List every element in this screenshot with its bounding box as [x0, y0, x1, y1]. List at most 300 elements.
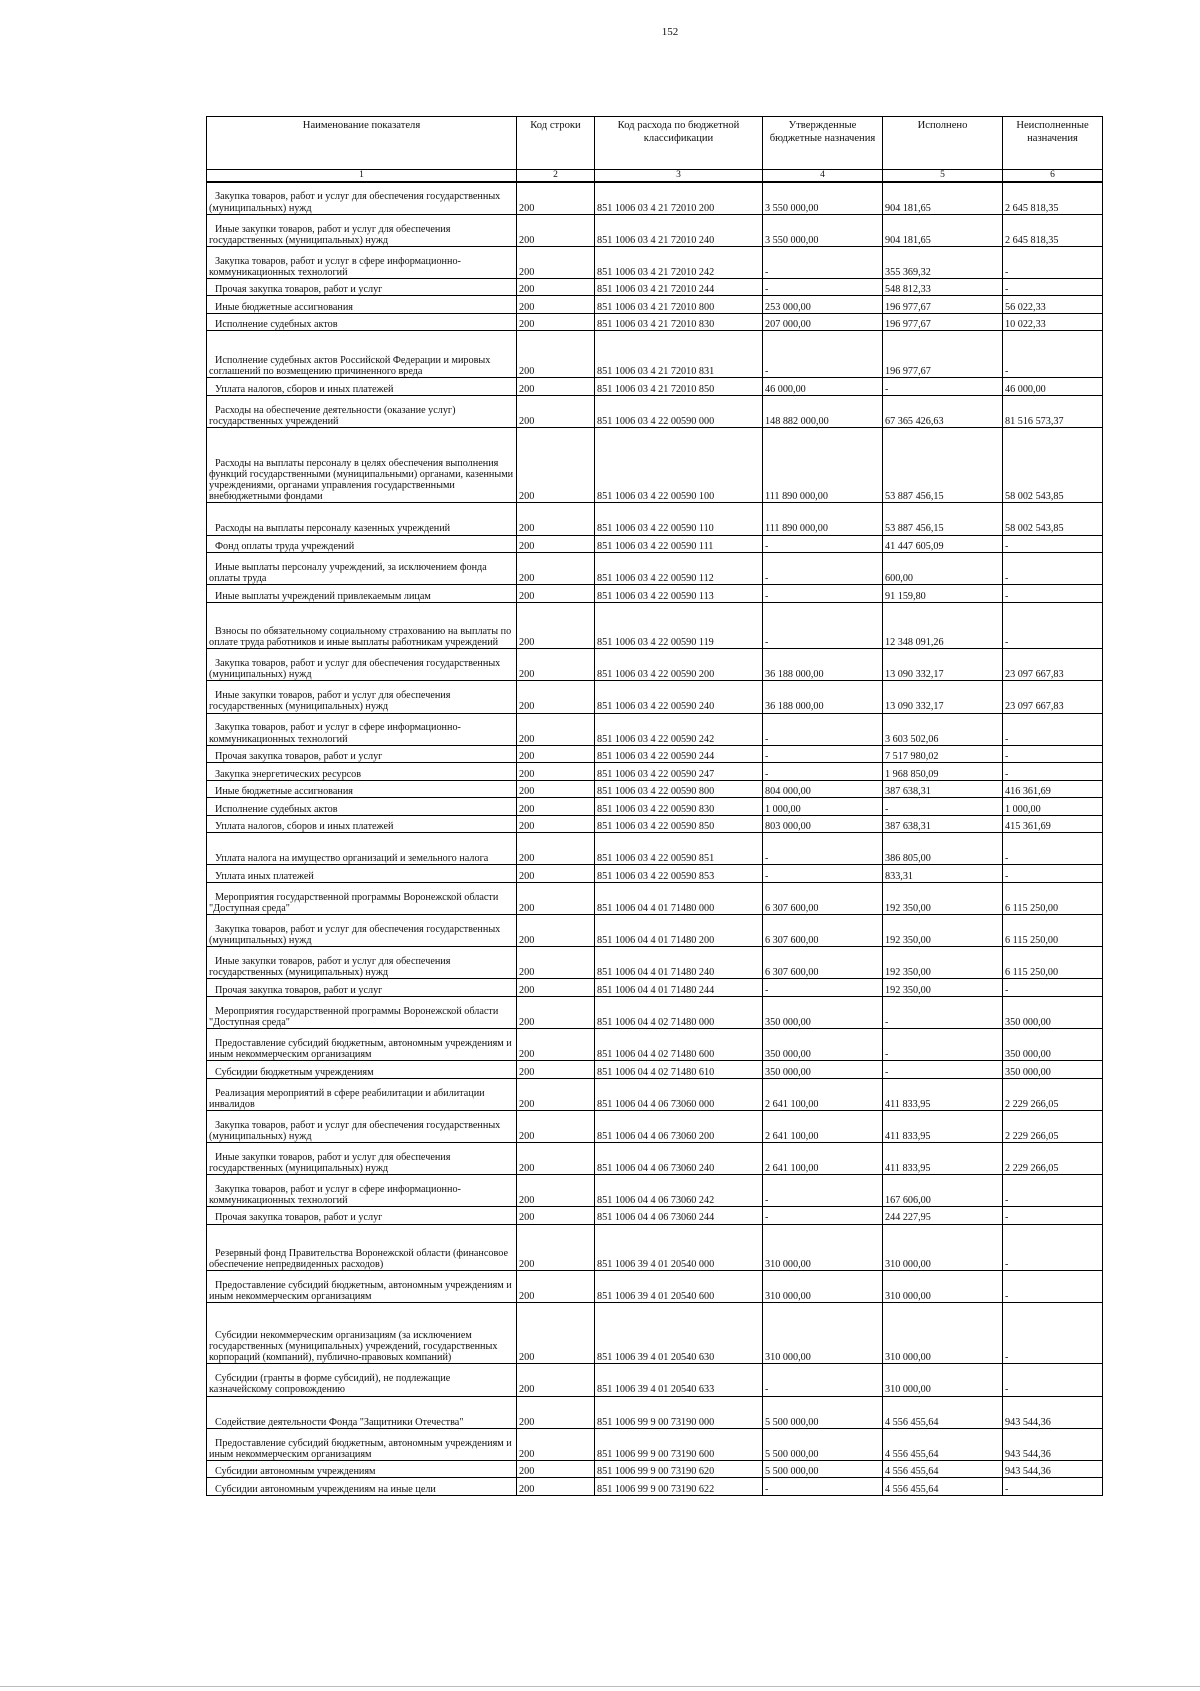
row-executed-cell: 91 159,80: [883, 585, 1003, 603]
row-executed-cell: 411 833,95: [883, 1078, 1003, 1110]
row-name-cell: Закупка товаров, работ и услуг для обеспечения государственных (муниципальных) нужд: [207, 182, 517, 214]
table-row: [207, 815, 1103, 833]
row-line-code-cell: 200: [517, 1206, 595, 1224]
row-unexecuted-cell: -: [1003, 331, 1103, 378]
row-name-cell: Субсидии автономным учреждениям: [207, 1460, 517, 1478]
row-unexecuted-cell: 6 115 250,00: [1003, 915, 1103, 947]
row-line-code-cell: 200: [517, 278, 595, 296]
row-approved-cell: -: [763, 865, 883, 883]
table-row: [207, 378, 1103, 396]
row-expense-code-cell: 851 1006 03 4 22 00590 244: [595, 745, 763, 763]
row-line-code-cell: 200: [517, 745, 595, 763]
row-executed-cell: 833,31: [883, 865, 1003, 883]
table-row: [207, 246, 1103, 278]
row-executed-cell: 4 556 455,64: [883, 1460, 1003, 1478]
row-expense-code-cell: 851 1006 03 4 22 00590 850: [595, 815, 763, 833]
row-line-code-cell: 200: [517, 553, 595, 585]
table-row: [207, 947, 1103, 979]
table-row: [207, 585, 1103, 603]
table-row: [207, 1303, 1103, 1364]
table-row: [207, 681, 1103, 713]
row-approved-cell: 350 000,00: [763, 1061, 883, 1079]
row-executed-cell: 167 606,00: [883, 1174, 1003, 1206]
row-approved-cell: -: [763, 713, 883, 745]
row-unexecuted-cell: 56 022,33: [1003, 296, 1103, 314]
row-executed-cell: 600,00: [883, 553, 1003, 585]
header-approved: Утвержденные бюджетные назначения: [763, 117, 883, 170]
table-row: [207, 1206, 1103, 1224]
row-unexecuted-cell: 6 115 250,00: [1003, 947, 1103, 979]
row-expense-code-cell: 851 1006 03 4 22 00590 247: [595, 763, 763, 781]
row-approved-cell: 310 000,00: [763, 1271, 883, 1303]
row-expense-code-cell: 851 1006 04 4 01 71480 000: [595, 883, 763, 915]
row-approved-cell: 5 500 000,00: [763, 1460, 883, 1478]
row-unexecuted-cell: 2 229 266,05: [1003, 1142, 1103, 1174]
table-row: [207, 763, 1103, 781]
row-approved-cell: 253 000,00: [763, 296, 883, 314]
row-line-code-cell: 200: [517, 1478, 595, 1496]
row-approved-cell: 36 188 000,00: [763, 649, 883, 681]
row-line-code-cell: 200: [517, 798, 595, 816]
row-unexecuted-cell: 23 097 667,83: [1003, 649, 1103, 681]
row-expense-code-cell: 851 1006 03 4 21 72010 240: [595, 214, 763, 246]
row-approved-cell: -: [763, 246, 883, 278]
row-executed-cell: -: [883, 1028, 1003, 1060]
table-body: [207, 182, 1103, 1495]
row-line-code-cell: 200: [517, 1460, 595, 1478]
row-approved-cell: 5 500 000,00: [763, 1428, 883, 1460]
row-executed-cell: 411 833,95: [883, 1142, 1003, 1174]
row-expense-code-cell: 851 1006 03 4 22 00590 800: [595, 780, 763, 798]
row-expense-code-cell: 851 1006 03 4 21 72010 242: [595, 246, 763, 278]
row-line-code-cell: 200: [517, 313, 595, 331]
row-unexecuted-cell: 350 000,00: [1003, 996, 1103, 1028]
row-unexecuted-cell: -: [1003, 1271, 1103, 1303]
row-executed-cell: 310 000,00: [883, 1303, 1003, 1364]
row-name-cell: Уплата иных платежей: [207, 865, 517, 883]
row-name-cell: Иные закупки товаров, работ и услуг для обеспечения государственных (муниципальных) нужд: [207, 1142, 517, 1174]
row-name-cell: Субсидии (гранты в форме субсидий), не подлежащие казначейскому сопровождению: [207, 1364, 517, 1396]
row-approved-cell: -: [763, 763, 883, 781]
row-unexecuted-cell: 23 097 667,83: [1003, 681, 1103, 713]
row-unexecuted-cell: 6 115 250,00: [1003, 883, 1103, 915]
row-expense-code-cell: 851 1006 03 4 22 00590 242: [595, 713, 763, 745]
row-unexecuted-cell: 81 516 573,37: [1003, 395, 1103, 427]
row-name-cell: Уплата налогов, сборов и иных платежей: [207, 378, 517, 396]
row-approved-cell: 111 890 000,00: [763, 427, 883, 503]
row-unexecuted-cell: -: [1003, 585, 1103, 603]
row-expense-code-cell: 851 1006 39 4 01 20540 000: [595, 1224, 763, 1271]
row-approved-cell: 310 000,00: [763, 1224, 883, 1271]
table-row: [207, 979, 1103, 997]
row-unexecuted-cell: 415 361,69: [1003, 815, 1103, 833]
row-expense-code-cell: 851 1006 04 4 02 71480 000: [595, 996, 763, 1028]
table-row: [207, 1271, 1103, 1303]
row-approved-cell: 6 307 600,00: [763, 947, 883, 979]
table-row: [207, 713, 1103, 745]
row-approved-cell: -: [763, 1174, 883, 1206]
row-line-code-cell: 200: [517, 214, 595, 246]
row-executed-cell: 53 887 456,15: [883, 503, 1003, 535]
row-approved-cell: -: [763, 535, 883, 553]
table-row: [207, 214, 1103, 246]
row-unexecuted-cell: -: [1003, 865, 1103, 883]
row-executed-cell: 904 181,65: [883, 214, 1003, 246]
row-executed-cell: 7 517 980,02: [883, 745, 1003, 763]
table-row: [207, 1174, 1103, 1206]
row-unexecuted-cell: -: [1003, 553, 1103, 585]
row-executed-cell: 196 977,67: [883, 313, 1003, 331]
row-expense-code-cell: 851 1006 03 4 22 00590 110: [595, 503, 763, 535]
row-name-cell: Расходы на выплаты персоналу казенных учреждений: [207, 503, 517, 535]
row-line-code-cell: 200: [517, 395, 595, 427]
row-executed-cell: 387 638,31: [883, 780, 1003, 798]
row-executed-cell: 12 348 091,26: [883, 602, 1003, 649]
row-unexecuted-cell: 2 645 818,35: [1003, 182, 1103, 214]
row-unexecuted-cell: 943 544,36: [1003, 1428, 1103, 1460]
row-name-cell: Иные закупки товаров, работ и услуг для обеспечения государственных (муниципальных) нужд: [207, 947, 517, 979]
row-expense-code-cell: 851 1006 04 4 02 71480 610: [595, 1061, 763, 1079]
row-line-code-cell: 200: [517, 681, 595, 713]
row-approved-cell: 111 890 000,00: [763, 503, 883, 535]
row-expense-code-cell: 851 1006 03 4 21 72010 850: [595, 378, 763, 396]
row-unexecuted-cell: -: [1003, 979, 1103, 997]
row-approved-cell: 1 000,00: [763, 798, 883, 816]
row-executed-cell: 310 000,00: [883, 1271, 1003, 1303]
row-line-code-cell: 200: [517, 833, 595, 865]
row-line-code-cell: 200: [517, 883, 595, 915]
row-name-cell: Фонд оплаты труда учреждений: [207, 535, 517, 553]
table-row: [207, 395, 1103, 427]
row-line-code-cell: 200: [517, 1428, 595, 1460]
row-unexecuted-cell: 943 544,36: [1003, 1396, 1103, 1428]
table-row: [207, 503, 1103, 535]
row-name-cell: Прочая закупка товаров, работ и услуг: [207, 1206, 517, 1224]
row-expense-code-cell: 851 1006 04 4 06 73060 244: [595, 1206, 763, 1224]
row-approved-cell: 5 500 000,00: [763, 1396, 883, 1428]
table-row: [207, 1364, 1103, 1396]
row-executed-cell: 196 977,67: [883, 296, 1003, 314]
row-unexecuted-cell: 46 000,00: [1003, 378, 1103, 396]
scan-edge-line: [0, 1686, 1200, 1687]
row-executed-cell: 355 369,32: [883, 246, 1003, 278]
header-unexecuted: Неисполненные назначения: [1003, 117, 1103, 170]
row-executed-cell: -: [883, 1061, 1003, 1079]
row-executed-cell: 53 887 456,15: [883, 427, 1003, 503]
row-approved-cell: -: [763, 331, 883, 378]
row-expense-code-cell: 851 1006 03 4 22 00590 853: [595, 865, 763, 883]
row-unexecuted-cell: -: [1003, 1224, 1103, 1271]
row-executed-cell: 192 350,00: [883, 947, 1003, 979]
table-row: [207, 1028, 1103, 1060]
header-indicator-name: Наименование показателя: [207, 117, 517, 170]
row-expense-code-cell: 851 1006 04 4 06 73060 242: [595, 1174, 763, 1206]
row-name-cell: Предоставление субсидий бюджетным, автономным учреждениям и иным некоммерческим организациям: [207, 1271, 517, 1303]
row-name-cell: Предоставление субсидий бюджетным, автономным учреждениям и иным некоммерческим организациям: [207, 1028, 517, 1060]
row-approved-cell: 3 550 000,00: [763, 182, 883, 214]
row-line-code-cell: 200: [517, 865, 595, 883]
table-row: [207, 1428, 1103, 1460]
table-row: [207, 1142, 1103, 1174]
table-row: [207, 649, 1103, 681]
row-executed-cell: 67 365 426,63: [883, 395, 1003, 427]
table-row: [207, 1224, 1103, 1271]
row-approved-cell: 804 000,00: [763, 780, 883, 798]
row-approved-cell: -: [763, 278, 883, 296]
row-unexecuted-cell: 350 000,00: [1003, 1028, 1103, 1060]
row-expense-code-cell: 851 1006 04 4 01 71480 240: [595, 947, 763, 979]
row-executed-cell: 1 968 850,09: [883, 763, 1003, 781]
row-name-cell: Взносы по обязательному социальному страхованию на выплаты по оплате труда работников и иные выплаты работникам учреждений: [207, 602, 517, 649]
row-line-code-cell: 200: [517, 182, 595, 214]
row-executed-cell: -: [883, 378, 1003, 396]
row-approved-cell: -: [763, 602, 883, 649]
table-row: [207, 1061, 1103, 1079]
row-approved-cell: -: [763, 833, 883, 865]
row-unexecuted-cell: -: [1003, 745, 1103, 763]
row-approved-cell: -: [763, 745, 883, 763]
row-approved-cell: -: [763, 585, 883, 603]
row-unexecuted-cell: -: [1003, 1478, 1103, 1496]
row-expense-code-cell: 851 1006 04 4 06 73060 240: [595, 1142, 763, 1174]
row-executed-cell: -: [883, 798, 1003, 816]
column-index: 2: [517, 170, 595, 183]
row-executed-cell: 4 556 455,64: [883, 1396, 1003, 1428]
row-approved-cell: 6 307 600,00: [763, 915, 883, 947]
row-unexecuted-cell: 350 000,00: [1003, 1061, 1103, 1079]
row-line-code-cell: 200: [517, 1303, 595, 1364]
row-unexecuted-cell: -: [1003, 535, 1103, 553]
row-line-code-cell: 200: [517, 947, 595, 979]
table-row: [207, 833, 1103, 865]
table-row: [207, 883, 1103, 915]
row-expense-code-cell: 851 1006 03 4 21 72010 830: [595, 313, 763, 331]
row-approved-cell: 207 000,00: [763, 313, 883, 331]
row-expense-code-cell: 851 1006 99 9 00 73190 622: [595, 1478, 763, 1496]
row-unexecuted-cell: 2 229 266,05: [1003, 1110, 1103, 1142]
row-approved-cell: -: [763, 979, 883, 997]
header-line-code: Код строки: [517, 117, 595, 170]
row-line-code-cell: 200: [517, 996, 595, 1028]
row-line-code-cell: 200: [517, 713, 595, 745]
table-row: [207, 553, 1103, 585]
row-executed-cell: 4 556 455,64: [883, 1428, 1003, 1460]
column-index: 1: [207, 170, 517, 183]
row-line-code-cell: 200: [517, 1364, 595, 1396]
row-line-code-cell: 200: [517, 1078, 595, 1110]
row-executed-cell: 192 350,00: [883, 979, 1003, 997]
row-expense-code-cell: 851 1006 04 4 02 71480 600: [595, 1028, 763, 1060]
row-line-code-cell: 200: [517, 1061, 595, 1079]
row-expense-code-cell: 851 1006 03 4 21 72010 831: [595, 331, 763, 378]
row-expense-code-cell: 851 1006 03 4 21 72010 200: [595, 182, 763, 214]
row-name-cell: Реализация мероприятий в сфере реабилитации и абилитации инвалидов: [207, 1078, 517, 1110]
column-index: 5: [883, 170, 1003, 183]
row-name-cell: Закупка товаров, работ и услуг в сфере информационно-коммуникационных технологий: [207, 713, 517, 745]
row-unexecuted-cell: 2 229 266,05: [1003, 1078, 1103, 1110]
row-expense-code-cell: 851 1006 03 4 22 00590 111: [595, 535, 763, 553]
row-name-cell: Иные выплаты персоналу учреждений, за исключением фонда оплаты труда: [207, 553, 517, 585]
row-line-code-cell: 200: [517, 602, 595, 649]
row-expense-code-cell: 851 1006 03 4 22 00590 000: [595, 395, 763, 427]
row-unexecuted-cell: 1 000,00: [1003, 798, 1103, 816]
row-executed-cell: -: [883, 996, 1003, 1028]
row-expense-code-cell: 851 1006 03 4 22 00590 830: [595, 798, 763, 816]
row-name-cell: Расходы на выплаты персоналу в целях обеспечения выполнения функций государственными (муниципальными) органами, казенными учреждениями, органами управления государственными внебюджетными фондами: [207, 427, 517, 503]
row-line-code-cell: 200: [517, 979, 595, 997]
table-row: [207, 1078, 1103, 1110]
row-expense-code-cell: 851 1006 39 4 01 20540 633: [595, 1364, 763, 1396]
row-executed-cell: 192 350,00: [883, 883, 1003, 915]
row-unexecuted-cell: -: [1003, 763, 1103, 781]
row-expense-code-cell: 851 1006 04 4 06 73060 000: [595, 1078, 763, 1110]
table-row: [207, 1478, 1103, 1496]
row-line-code-cell: 200: [517, 331, 595, 378]
table-row: [207, 1396, 1103, 1428]
row-unexecuted-cell: -: [1003, 1206, 1103, 1224]
row-expense-code-cell: 851 1006 99 9 00 73190 620: [595, 1460, 763, 1478]
row-line-code-cell: 200: [517, 1028, 595, 1060]
row-expense-code-cell: 851 1006 39 4 01 20540 630: [595, 1303, 763, 1364]
row-unexecuted-cell: 416 361,69: [1003, 780, 1103, 798]
row-line-code-cell: 200: [517, 1271, 595, 1303]
row-line-code-cell: 200: [517, 427, 595, 503]
table-row: [207, 602, 1103, 649]
row-approved-cell: 2 641 100,00: [763, 1142, 883, 1174]
table-row: [207, 427, 1103, 503]
row-name-cell: Расходы на обеспечение деятельности (оказание услуг) государственных учреждений: [207, 395, 517, 427]
row-unexecuted-cell: 58 002 543,85: [1003, 503, 1103, 535]
row-executed-cell: 3 603 502,06: [883, 713, 1003, 745]
row-executed-cell: 310 000,00: [883, 1224, 1003, 1271]
row-approved-cell: 148 882 000,00: [763, 395, 883, 427]
row-approved-cell: 803 000,00: [763, 815, 883, 833]
row-unexecuted-cell: 10 022,33: [1003, 313, 1103, 331]
row-unexecuted-cell: -: [1003, 278, 1103, 296]
table-row: [207, 1460, 1103, 1478]
row-name-cell: Резервный фонд Правительства Воронежской области (финансовое обеспечение непредвиденных расходов): [207, 1224, 517, 1271]
row-approved-cell: 350 000,00: [763, 996, 883, 1028]
row-name-cell: Закупка товаров, работ и услуг в сфере информационно-коммуникационных технологий: [207, 246, 517, 278]
row-line-code-cell: 200: [517, 915, 595, 947]
row-approved-cell: -: [763, 1478, 883, 1496]
row-line-code-cell: 200: [517, 1224, 595, 1271]
row-line-code-cell: 200: [517, 815, 595, 833]
row-executed-cell: 13 090 332,17: [883, 649, 1003, 681]
row-unexecuted-cell: -: [1003, 713, 1103, 745]
row-name-cell: Уплата налогов, сборов и иных платежей: [207, 815, 517, 833]
row-expense-code-cell: 851 1006 99 9 00 73190 000: [595, 1396, 763, 1428]
row-name-cell: Закупка товаров, работ и услуг для обеспечения государственных (муниципальных) нужд: [207, 1110, 517, 1142]
column-index-row: [207, 170, 1103, 183]
row-name-cell: Закупка товаров, работ и услуг в сфере информационно-коммуникационных технологий: [207, 1174, 517, 1206]
row-name-cell: Иные бюджетные ассигнования: [207, 780, 517, 798]
row-name-cell: Содействие деятельности Фонда "Защитники Отечества": [207, 1396, 517, 1428]
row-unexecuted-cell: 2 645 818,35: [1003, 214, 1103, 246]
row-line-code-cell: 200: [517, 780, 595, 798]
row-expense-code-cell: 851 1006 04 4 06 73060 200: [595, 1110, 763, 1142]
table-row: [207, 296, 1103, 314]
table-row: [207, 1110, 1103, 1142]
row-line-code-cell: 200: [517, 649, 595, 681]
row-expense-code-cell: 851 1006 03 4 21 72010 244: [595, 278, 763, 296]
row-line-code-cell: 200: [517, 296, 595, 314]
column-index: 6: [1003, 170, 1103, 183]
row-name-cell: Иные закупки товаров, работ и услуг для обеспечения государственных (муниципальных) нужд: [207, 681, 517, 713]
row-executed-cell: 13 090 332,17: [883, 681, 1003, 713]
row-executed-cell: 244 227,95: [883, 1206, 1003, 1224]
page-number: 152: [661, 26, 679, 38]
table-row: [207, 331, 1103, 378]
row-line-code-cell: 200: [517, 246, 595, 278]
row-name-cell: Исполнение судебных актов: [207, 798, 517, 816]
row-expense-code-cell: 851 1006 03 4 22 00590 119: [595, 602, 763, 649]
row-approved-cell: -: [763, 553, 883, 585]
row-approved-cell: 310 000,00: [763, 1303, 883, 1364]
table-row: [207, 313, 1103, 331]
row-executed-cell: 196 977,67: [883, 331, 1003, 378]
row-approved-cell: 46 000,00: [763, 378, 883, 396]
budget-execution-table: [206, 116, 1103, 1496]
row-unexecuted-cell: -: [1003, 1364, 1103, 1396]
table-header-row: [207, 117, 1103, 170]
row-approved-cell: 2 641 100,00: [763, 1078, 883, 1110]
header-executed: Исполнено: [883, 117, 1003, 170]
row-unexecuted-cell: -: [1003, 246, 1103, 278]
row-name-cell: Иные закупки товаров, работ и услуг для обеспечения государственных (муниципальных) нужд: [207, 214, 517, 246]
table-row: [207, 996, 1103, 1028]
row-name-cell: Предоставление субсидий бюджетным, автономным учреждениям и иным некоммерческим организациям: [207, 1428, 517, 1460]
row-name-cell: Иные выплаты учреждений привлекаемым лицам: [207, 585, 517, 603]
row-executed-cell: 904 181,65: [883, 182, 1003, 214]
row-line-code-cell: 200: [517, 535, 595, 553]
row-name-cell: Закупка энергетических ресурсов: [207, 763, 517, 781]
row-expense-code-cell: 851 1006 03 4 22 00590 112: [595, 553, 763, 585]
table-row: [207, 278, 1103, 296]
row-approved-cell: -: [763, 1364, 883, 1396]
table-row: [207, 780, 1103, 798]
row-name-cell: Субсидии бюджетным учреждениям: [207, 1061, 517, 1079]
row-expense-code-cell: 851 1006 03 4 22 00590 240: [595, 681, 763, 713]
row-expense-code-cell: 851 1006 04 4 01 71480 200: [595, 915, 763, 947]
row-name-cell: Исполнение судебных актов: [207, 313, 517, 331]
row-executed-cell: 411 833,95: [883, 1110, 1003, 1142]
row-expense-code-cell: 851 1006 99 9 00 73190 600: [595, 1428, 763, 1460]
row-unexecuted-cell: 943 544,36: [1003, 1460, 1103, 1478]
row-approved-cell: -: [763, 1206, 883, 1224]
table-row: [207, 865, 1103, 883]
row-name-cell: Иные бюджетные ассигнования: [207, 296, 517, 314]
row-unexecuted-cell: -: [1003, 602, 1103, 649]
row-name-cell: Прочая закупка товаров, работ и услуг: [207, 745, 517, 763]
row-name-cell: Уплата налога на имущество организаций и земельного налога: [207, 833, 517, 865]
row-expense-code-cell: 851 1006 03 4 22 00590 100: [595, 427, 763, 503]
row-expense-code-cell: 851 1006 03 4 22 00590 851: [595, 833, 763, 865]
row-unexecuted-cell: -: [1003, 833, 1103, 865]
row-approved-cell: 36 188 000,00: [763, 681, 883, 713]
row-expense-code-cell: 851 1006 04 4 01 71480 244: [595, 979, 763, 997]
row-expense-code-cell: 851 1006 03 4 22 00590 200: [595, 649, 763, 681]
row-line-code-cell: 200: [517, 585, 595, 603]
row-line-code-cell: 200: [517, 1396, 595, 1428]
row-line-code-cell: 200: [517, 503, 595, 535]
row-line-code-cell: 200: [517, 378, 595, 396]
row-unexecuted-cell: -: [1003, 1303, 1103, 1364]
table-row: [207, 745, 1103, 763]
row-line-code-cell: 200: [517, 1174, 595, 1206]
row-expense-code-cell: 851 1006 03 4 21 72010 800: [595, 296, 763, 314]
column-index: 4: [763, 170, 883, 183]
